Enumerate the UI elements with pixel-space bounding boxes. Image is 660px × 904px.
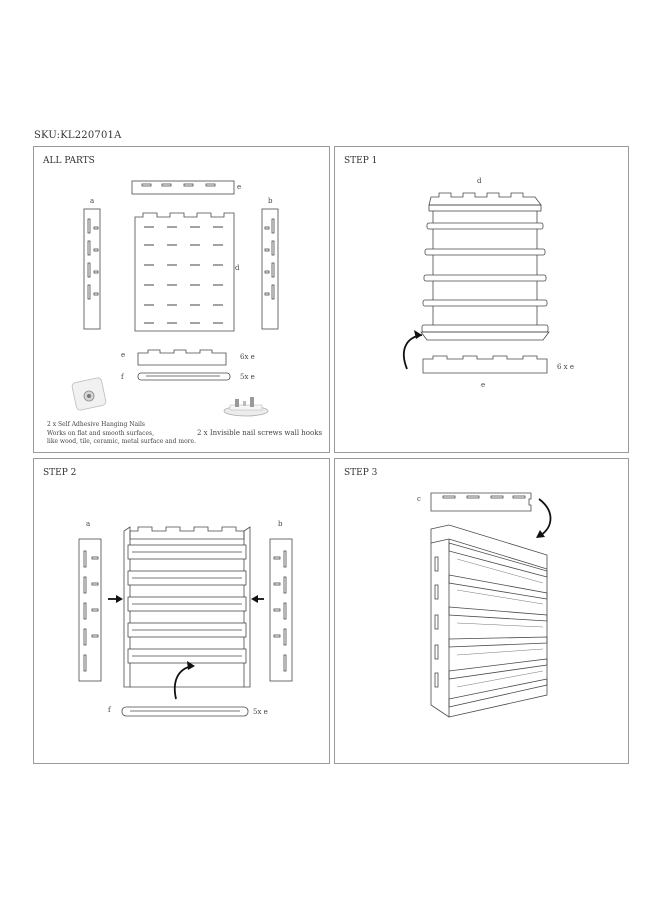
label-f-row: f bbox=[121, 373, 124, 381]
step1-label-e: e bbox=[481, 381, 486, 389]
panel-title-step2: STEP 2 bbox=[43, 468, 77, 478]
panel-title-all-parts: ALL PARTS bbox=[43, 156, 95, 166]
label-d: d bbox=[235, 264, 240, 272]
step2-label-a: a bbox=[86, 520, 91, 528]
label-b: b bbox=[268, 197, 273, 205]
step3-label-c: c bbox=[417, 495, 421, 503]
label-e-row: e bbox=[121, 351, 126, 359]
step2-label-b: b bbox=[278, 520, 283, 528]
label-e-qty: 6x e bbox=[240, 353, 255, 361]
step2-label-f: f bbox=[108, 706, 111, 714]
label-e-top: e bbox=[237, 183, 242, 191]
panel-title-step3: STEP 3 bbox=[344, 468, 378, 478]
nails-note-title: 2 x Self Adhesive Hanging Nails bbox=[47, 421, 145, 428]
step2-drawing bbox=[34, 459, 331, 765]
all-parts-drawing bbox=[34, 147, 331, 454]
panel-all-parts bbox=[33, 146, 330, 453]
panel-step3 bbox=[334, 458, 629, 764]
nails-note-line2: Works on flat and smooth surfaces, bbox=[47, 430, 155, 437]
nails-note-line3: like wood, tile, ceramic, metal surface and more. bbox=[47, 438, 197, 445]
panel-step1 bbox=[334, 146, 629, 453]
label-f-qty: 5x e bbox=[240, 373, 255, 381]
sku-label: SKU:KL220701A bbox=[34, 130, 122, 141]
hooks-note: 2 x Invisible nail screws wall hooks bbox=[197, 429, 323, 437]
step3-drawing bbox=[335, 459, 630, 765]
step2-label-qty: 5x e bbox=[253, 708, 268, 716]
step1-label-qty: 6 x e bbox=[557, 363, 574, 371]
label-a: a bbox=[90, 197, 95, 205]
step1-drawing bbox=[335, 147, 630, 454]
panel-step2 bbox=[33, 458, 330, 764]
panel-title-step1: STEP 1 bbox=[344, 156, 378, 166]
step1-label-d: d bbox=[477, 177, 482, 185]
